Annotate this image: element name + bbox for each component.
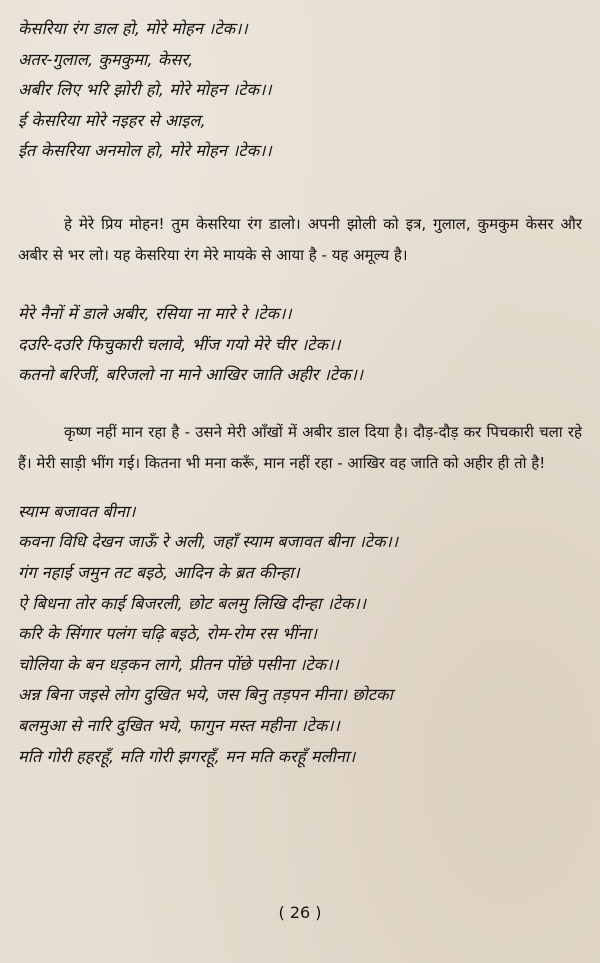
verse-block-3 (18, 497, 582, 772)
verse-line: अतर-गुलाल, कुमकुमा, केसर, (18, 49, 194, 69)
prose-text: हे मेरे प्रिय मोहन! तुम केसरिया रंग डालो। अपनी झोली को इत्र, गुलाल, कुमकुम केसर और अबीर से भर लो। यह केसरिया रंग मेरे मायके से आया है - यह अमूल्य है। (18, 214, 582, 264)
verse-block-2 (18, 299, 582, 391)
spacer (18, 167, 582, 209)
verse-line: चोलिया के बन धड़कन लागे, प्रीतन पोंछे पसीना ।टेक।। (18, 654, 339, 674)
prose-paragraph-2 (18, 417, 582, 479)
verse-line: मति गोरी हहरहूँ, मति गोरी झगरहूँ, मन मति करहूँ मलीना। (18, 746, 356, 766)
verse-line: गंग नहाई जमुन तट बइठे, आदिन के ब्रत कीन्हा। (18, 562, 300, 582)
page-number: ( 26 ) (278, 903, 322, 922)
verse-block-1 (18, 14, 582, 167)
verse-line: अन्न बिना जइसे लोग दुखित भये, जस बिनु तड़पन मीना। छोटका (18, 685, 393, 705)
verse-line: मेरे नैनों में डाले अबीर, रसिया ना मारे रे ।टेक।। (18, 303, 292, 323)
verse-line: स्याम बजावत बीना। (18, 501, 136, 521)
spacer (18, 271, 582, 299)
verse-line: करि के सिंगार पलंग चढ़ि बइठे, रोम-रोम रस भींना। (18, 624, 318, 644)
verse-line: बलमुआ से नारि दुखित भये, फागुन मस्त महीना ।टेक।। (18, 715, 340, 735)
spacer (18, 479, 582, 497)
prose-paragraph-1 (18, 209, 582, 271)
verse-line: ई केसरिया मोरे नइहर से आइल, (18, 110, 206, 130)
verse-line: ईत केसरिया अनमोल हो, मोरे मोहन ।टेक।। (18, 141, 272, 161)
spacer (18, 391, 582, 417)
verse-line: ऐ बिधना तोर काई बिजरली, छोट बलमु लिखि दीन्हा ।टेक।। (18, 593, 367, 613)
prose-text: कृष्ण नहीं मान रहा है - उसने मेरी आँखों में अबीर डाल दिया है। दौड़-दौड़ कर पिचकारी चला रहे हैं। मेरी साड़ी भींग गई। कितना भी मना करूँ, मान नहीं रहा - आखिर वह जाति को अहीर ही तो है! (18, 422, 582, 472)
verse-line: कवना विधि देखन जाऊँ रे अली, जहाँ स्याम बजावत बीना ।टेक।। (18, 532, 399, 552)
verse-line: कतनो बरिजीं, बरिजलो ना माने आखिर जाति अहीर ।टेक।। (18, 365, 364, 385)
verse-line: अबीर लिए भरि झोरी हो, मोरे मोहन ।टेक।। (18, 80, 272, 100)
verse-line: केसरिया रंग डाल हो, मोरे मोहन ।टेक।। (18, 19, 248, 38)
verse-line: दउरि-दउरि फिचुकारी चलावे, भींज गयो मेरे चीर ।टेक।। (18, 334, 341, 354)
